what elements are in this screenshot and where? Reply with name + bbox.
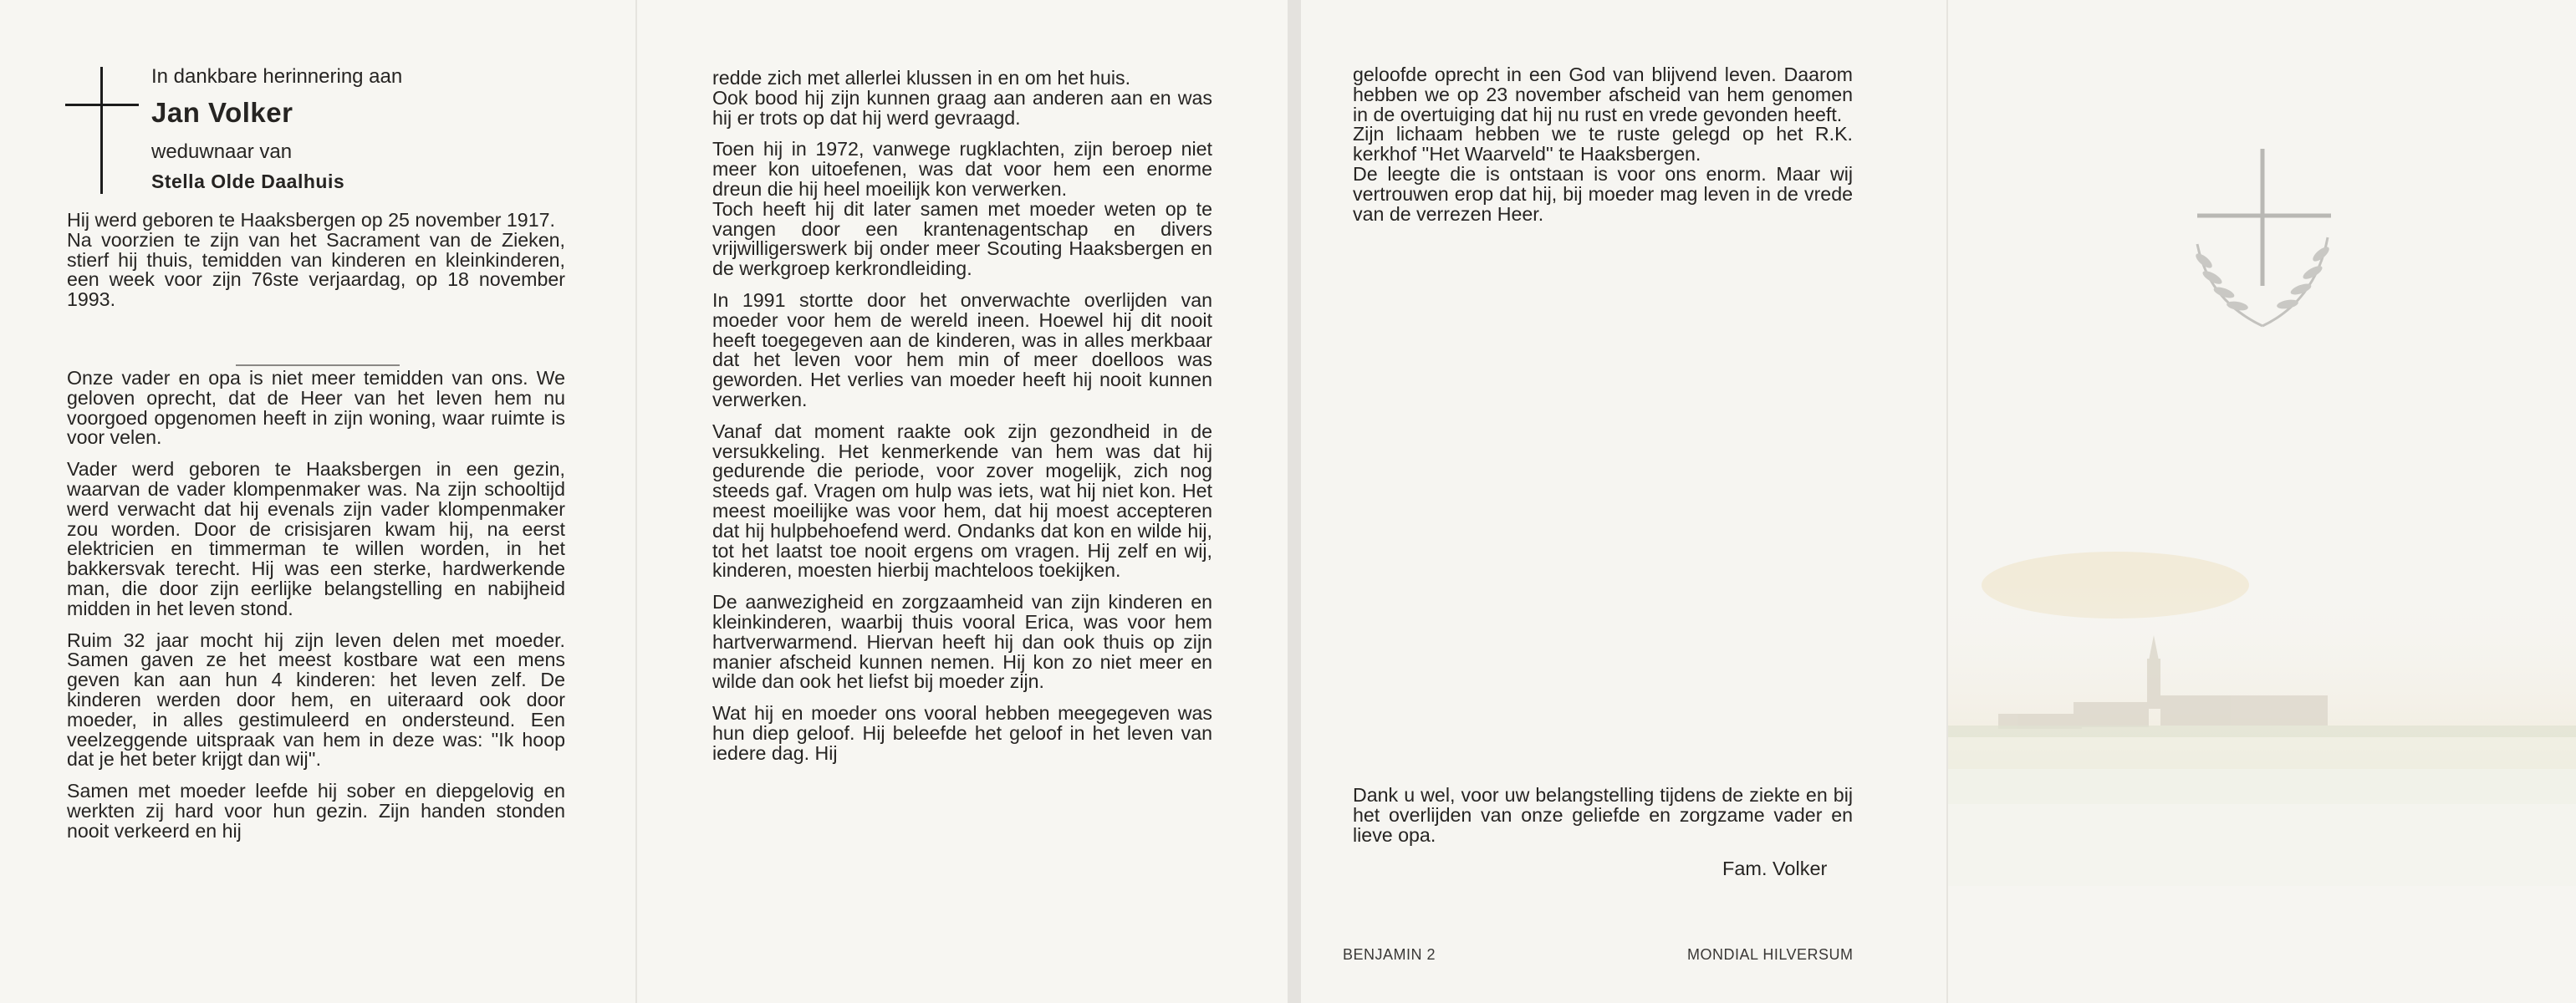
village-landscape-illustration xyxy=(1948,535,2576,886)
paragraph: redde zich met allerlei klussen in en om het huis. Ook bood hij zijn kunnen graag aan anderen aan en was hij er trots op dat hij werd gevraagd. xyxy=(712,67,1212,129)
paragraph: Vanaf dat moment raakte ook zijn gezondheid in de versukkeling. Het kenmerkende van hem was dat hij gedurende die periode, voor zover mogelijk, zich nog steeds gaf. Vragen om hulp was iets, wat hij niet kon. Het meest moeilijke was voor hem, dat hij moest accepteren dat hij hulpbehoefend werd. Ondanks dat kon en wilde hij, tot het laatst toe nooit ergens om vragen. Hij zelf en wij, kinderen, moesten hierbij machteloos toekijken. xyxy=(712,420,1212,582)
printer-code: BENJAMIN 2 xyxy=(1343,946,1436,963)
thank-you-text: Dank u wel, voor uw belangstelling tijdens de ziekte en bij het overlijden van onze geliefde en zorgzame vader en lieve opa. xyxy=(1353,784,1853,846)
paragraph: Hij werd geboren te Haaksbergen op 25 november 1917. Na voorzien te zijn van het Sacrament van de Zieken, stierf hij thuis, temidden van kinderen en kleinkinderen, een week voor zijn 76ste verjaardag, op 18 november 1993. xyxy=(67,209,565,311)
family-signature: Fam. Volker xyxy=(1722,858,1828,879)
spouse-name: Stella Olde Daalhuis xyxy=(151,171,345,192)
fold-line xyxy=(635,0,637,1003)
cross-icon-bar xyxy=(65,104,139,106)
separator-line xyxy=(236,364,400,366)
text-column-3 xyxy=(1353,65,1853,236)
paragraph: Ruim 32 jaar mocht hij zijn leven delen met moeder. Samen gaven ze het meest kostbare wat een mens geven kan aan hun 4 kinderen: het leven zelf. De kinderen werden door hem, en uiteraard ook door moeder, in alles gestimuleerd en ondersteund. Een veelzeggende uitspraak van hem in deze was: ''Ik hoop dat je het beter krijgt dan wij''. xyxy=(67,629,565,771)
paragraph: De aanwezigheid en zorgzaamheid van zijn kinderen en kleinkinderen, waarbij thuis vooral Erica, was voor hem hartverwarmend. Hiervan heeft hij dan ook thuis op zijn manier afscheid kunnen nemen. Hij kon zo niet meer en wilde dan ook het liefst bij moeder zijn. xyxy=(712,591,1212,693)
printer-name: MONDIAL HILVERSUM xyxy=(1687,946,1854,963)
paragraph: Onze vader en opa is niet meer temidden van ons. We geloven oprecht, dat de Heer van het leven hem nu voorgoed opgenomen heeft in zijn woning, waar ruimte is voor velen. xyxy=(67,366,565,449)
paragraph: Vader werd geboren te Haaksbergen in een gezin, waarvan de vader klompenmaker was. Na zijn schooltijd werd verwacht dat hij evenals zijn vader klompenmaker zou worden. Door de crisisjaren kwam hij, na eerst elektricien en timmerman te willen worden, in het bakkersvak terecht. Hij was een sterke, hardwerkende man, die door zijn eerlijke belangstelling en nabijheid midden in het leven stond. xyxy=(67,458,565,619)
paragraph: Toen hij in 1972, vanwege rugklachten, zijn beroep niet meer kon uitoefenen, was dat voor hem een enorme dreun die hij heel moeilijk kon verwerken. Toch heeft hij dit later samen met moeder weten op te vangen door een krantenagentschap en divers vrijwilligerswerk bij onder meer Scouting Haaksbergen en de werkgroep kerkrondleiding. xyxy=(712,138,1212,280)
paragraph: In 1991 stortte door het onverwachte overlijden van moeder voor hem de wereld ineen. Hoewel hij dit nooit heeft toegegeven aan de kinderen, was in alles merkbaar dat het leven voor hem min of meer doelloos was geworden. Het verlies van moeder heeft hij nooit kunnen verwerken. xyxy=(712,288,1212,410)
paragraph: Wat hij en moeder ons vooral hebben meegegeven was hun diep geloof. Hij beleefde het geloof in het leven van iedere dag. Hij xyxy=(712,702,1212,764)
cross-with-palm-branches-icon xyxy=(2189,144,2331,344)
text-column-2 xyxy=(712,69,1212,776)
cross-icon xyxy=(100,67,103,194)
dedication-line: In dankbare herinnering aan xyxy=(151,65,403,88)
text-column-1 xyxy=(67,211,565,853)
deceased-name: Jan Volker xyxy=(151,97,293,128)
widower-line: weduwnaar van xyxy=(151,140,293,163)
paragraph: geloofde oprecht in een God van blijvend leven. Daarom hebben we op 23 november afscheid van hem genomen in de overtuiging dat hij nu rust en vrede gevonden heeft. Zijn lichaam hebben we te ruste gelegd op het R.K. kerkhof ''Het Waarveld'' te Haaksbergen. De leegte die is ontstaan is voor ons enorm. Maar wij vertrouwen erop dat hij, bij moeder mag leven in de vrede van de verrezen Heer. xyxy=(1353,64,1853,225)
paragraph: Samen met moeder leefde hij sober en diepgelovig en werkten zij hard voor hun gezin. Zijn handen stonden nooit verkeerd en hij xyxy=(67,780,565,842)
